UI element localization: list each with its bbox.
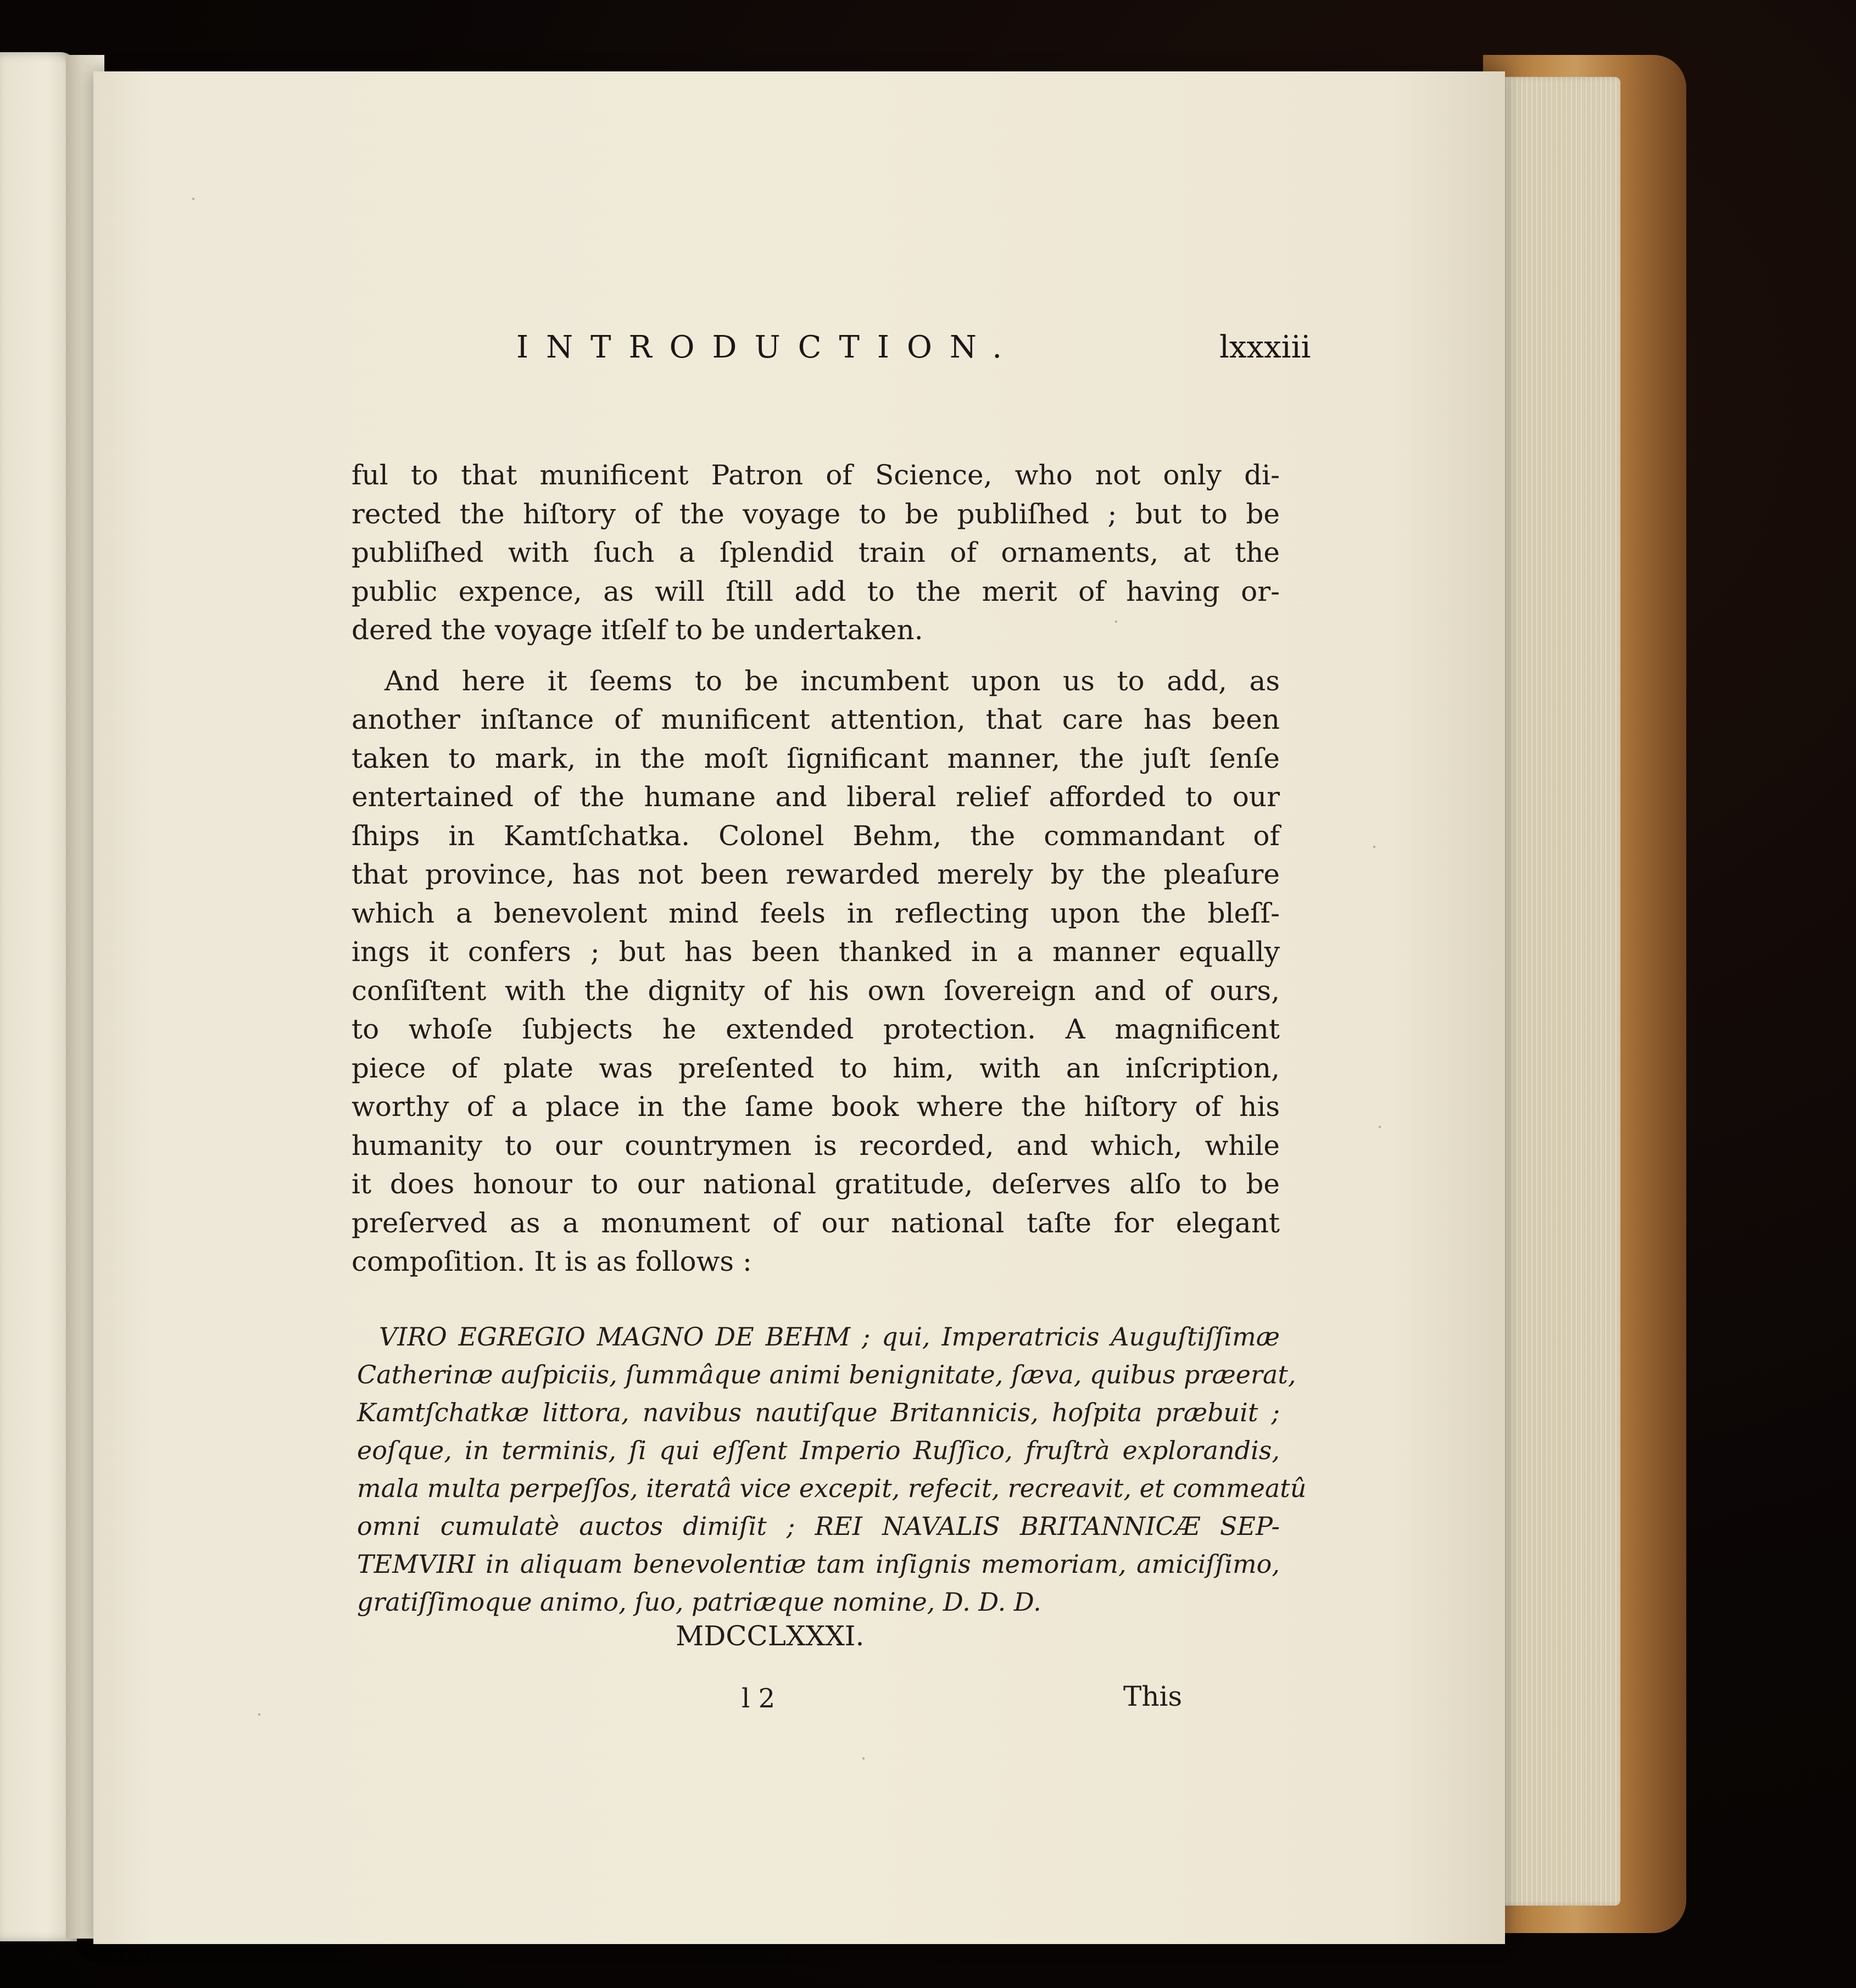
text-line: entertained of the humane and liberal relief afforded to our	[352, 781, 1280, 813]
text-line: taken to mark, in the moſt ſignificant manner, the juſt ſenſe	[352, 742, 1280, 774]
paper-speck	[258, 1713, 260, 1716]
text-line: dered the voyage itſelf to be undertaken.	[352, 614, 923, 646]
inscription-line: VIRO EGREGIO MAGNO DE BEHM ; qui, Imperatricis Auguſtiſſimæ	[379, 1322, 1280, 1352]
text-line: preſerved as a monument of our national taſte for elegant	[352, 1207, 1280, 1239]
text-line: to whoſe ſubjects he extended protection. A magnificent	[352, 1013, 1280, 1045]
text-line: another inſtance of munificent attention, that care has been	[352, 703, 1280, 735]
book-page	[93, 71, 1505, 1944]
page-header	[93, 330, 1505, 379]
text-line: piece of plate was preſented to him, with an inſcription,	[352, 1052, 1280, 1084]
text-line: which a benevolent mind feels in reflecting upon the bleſſ-	[352, 897, 1280, 929]
paper-speck	[1379, 1126, 1381, 1128]
inscription-date: MDCCLXXXI.	[676, 1620, 865, 1652]
page-fore-edge	[1494, 77, 1620, 1906]
latin-inscription	[357, 1318, 1307, 1621]
paper-speck	[192, 198, 194, 200]
paper-speck	[1373, 846, 1375, 848]
catchword: This	[1123, 1680, 1183, 1712]
text-line: ſhips in Kamtſchatka. Colonel Behm, the commandant of	[352, 819, 1280, 852]
paragraph-2	[352, 662, 1280, 1281]
text-line: And here it ſeems to be incumbent upon us to add, as	[384, 664, 1280, 697]
page-number: lxxxiii	[1219, 330, 1311, 365]
text-line: rected the hiſtory of the voyage to be publiſhed ; but to be	[352, 498, 1280, 530]
left-page-edge	[0, 52, 77, 1941]
text-line: conſiſtent with the dignity of his own ſovereign and of ours,	[352, 974, 1280, 1007]
inscription-line: gratiſſimoque animo, ſuo, patriæque nomine, D. D. D.	[357, 1587, 1041, 1617]
inscription-line: eoſque, in terminis, ſi qui eſſent Imperio Ruſſico, fruſtrà explorandis,	[357, 1436, 1280, 1465]
text-line: that province, has not been rewarded merely by the pleaſure	[352, 858, 1280, 890]
text-line: publiſhed with ſuch a ſplendid train of ornaments, at the	[352, 537, 1280, 568]
text-line: worthy of a place in the ſame book where the hiſtory of his	[352, 1091, 1280, 1123]
paper-speck	[862, 1757, 865, 1760]
text-line: ings it confers ; but has been thanked in a manner equally	[352, 936, 1280, 968]
signature-mark: l 2	[742, 1683, 776, 1714]
inscription-line: TEMVIRI in aliquam benevolentiæ tam inſignis memoriam, amiciſſimo,	[357, 1549, 1280, 1579]
text-line: it does honour to our national gratitude, deſerves alſo to be	[352, 1168, 1280, 1200]
body-text	[352, 456, 1280, 1293]
text-line: ful to that munificent Patron of Science, who not only di-	[352, 459, 1280, 491]
inscription-line: Catherinæ auſpiciis, ſummâque animi benignitate, ſæva, quibus præerat,	[357, 1360, 1296, 1389]
text-line: public expence, as will ſtill add to the merit of having or-	[352, 575, 1280, 607]
text-line: humanity to our countrymen is recorded, and which, while	[352, 1129, 1280, 1161]
text-line: compoſition. It is as follows :	[352, 1246, 752, 1277]
inscription-line: Kamtſchatkæ littora, navibus nautiſque Britannicis, hoſpita præbuit ;	[357, 1398, 1280, 1427]
running-head: INTRODUCTION.	[516, 330, 1020, 365]
inscription-line: omni cumulatè auctos dimiſit ; REI NAVALIS BRITANNICÆ SEP-	[357, 1511, 1280, 1541]
inscription-line: mala multa perpeſſos, iteratâ vice excepit, refecit, recreavit, et commeatû	[357, 1473, 1307, 1503]
paragraph-1	[352, 456, 1280, 650]
